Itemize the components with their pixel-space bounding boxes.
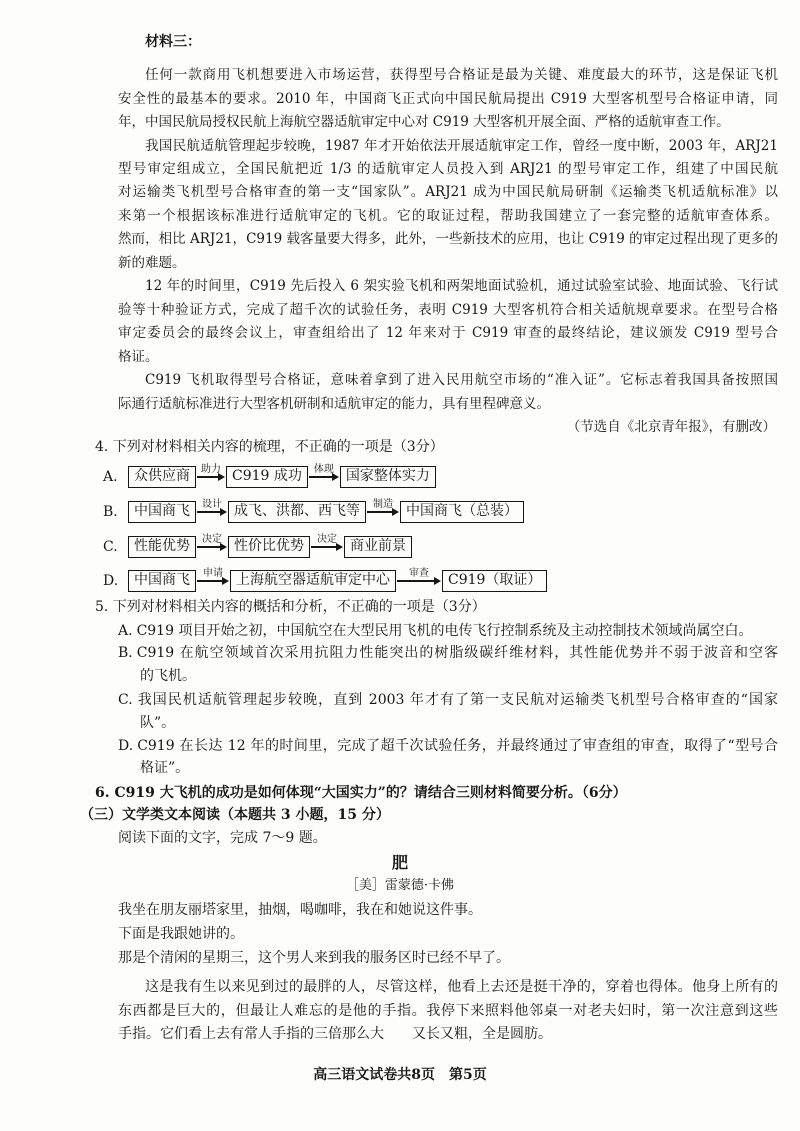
paragraph-line: 我国民航适航管理起步较晚，1987 年才开始依法开展适航审定工作，曾经一度中断，2003 年，ARJ21 <box>145 138 778 154</box>
flow-node: 商业前景 <box>344 536 412 558</box>
paragraph-line: C919 飞机取得型号合格证，意味着拿到了进入民用航空市场的“准入证”。它标志着我国具备按照国 <box>145 372 778 388</box>
paragraph-line: 验等十种验证方式，完成了超千次的试验任务，表明 C919 大型客机符合相关适航规章要求。在型号合格 <box>118 302 778 318</box>
q5-option-a-line <box>118 619 778 643</box>
option-label: D. <box>118 738 134 754</box>
q5-option-d-line <box>118 734 778 758</box>
paragraph-line: 审定委员会的最终会议上，审查组给出了 12 年来对于 C919 审查的最终结论，建议颁发 C919 型号合 <box>118 325 778 341</box>
story-line: 我坐在朋友丽塔家里，抽烟，喝咖啡，我在和她说这件事。 <box>118 902 482 918</box>
paragraph-line: 格证。 <box>118 349 159 365</box>
paragraph-line: 对运输类飞机型号合格审查的第一支“国家队”。ARJ21 成为中国民航局研制《运输类飞机适航标准》以 <box>118 184 778 200</box>
paragraph-line: 12 年的时间里，C919 先后投入 6 架实验飞机和两架地面试验机，通过试验室试验、地面试验、飞行试 <box>145 278 778 294</box>
flow-node: 中国商飞（总装） <box>400 501 524 523</box>
option-label: B. <box>118 645 133 661</box>
option-label: C. <box>103 539 118 555</box>
flow-arrow <box>366 499 400 518</box>
q5-option-b-line: 的飞机。 <box>140 668 196 684</box>
flow-node: 众供应商 <box>128 466 196 488</box>
flow-node: C919（取证） <box>442 570 547 592</box>
flow-node: 上海航空器适航审定中心 <box>230 570 396 592</box>
q5-option-d-line: 格证”。 <box>140 760 190 776</box>
section-heading: （三）文学类文本阅读（本题共 3 小题，15 分） <box>80 807 390 823</box>
option-text: C919 在长达 12 年的时间里，完成了超千次试验任务，并最终通过了审查组的审查，取得了“型号合 <box>137 738 778 754</box>
option-label: A. <box>118 623 133 639</box>
source-citation: （节选自《北京青年报》，有删改） <box>566 419 776 435</box>
flow-arrow <box>196 534 228 553</box>
flow-arrow <box>310 534 344 553</box>
option-label: C. <box>118 692 133 708</box>
option-text: 我国民机适航管理起步较晚，直到 2003 年才有了第一支民航对运输类飞机型号合格审查的“国家 <box>136 692 778 708</box>
q4-option-a <box>103 465 436 489</box>
story-line: 这是我有生以来见到过的最胖的人，尽管这样，他看上去还是挺干净的，穿着也得体。他身上所有的 <box>145 979 778 995</box>
story-author: ［美］雷蒙德·卡佛 <box>345 878 455 893</box>
flow-node: 国家整体实力 <box>340 466 436 488</box>
option-label: B. <box>103 504 118 520</box>
option-text: C919 项目开始之初，中国航空在大型民用飞机的电传飞行控制系统及主动控制技术领域尚属空白。 <box>136 623 753 639</box>
flow-arrow-label: 体现 <box>313 464 334 475</box>
flow-arrow-label: 申请 <box>203 568 223 579</box>
option-text: C919 在航空领域首次采用抗阻力性能突出的树脂级碳纤维材料，其性能优势并不弱于波音和空客 <box>136 645 778 661</box>
q5-option-c-line <box>118 688 778 712</box>
flow-node: 成飞、洪都、西飞等 <box>228 501 366 523</box>
page-footer: 高三语文试卷共8页 第5页 <box>313 1067 487 1083</box>
flow-node: 中国商飞 <box>128 570 196 592</box>
paragraph-line: 际通行适航标准进行大型客机研制和适航审定的能力，具有里程碑意义。 <box>118 396 550 412</box>
flow-arrow <box>396 568 442 587</box>
paragraph-line: 然而，相比 ARJ21，C919 载客量要大得多，此外，一些新技术的应用，也让 C919 的审定过程出现了更多的 <box>118 231 778 247</box>
story-line: 东西都是巨大的，但最让人难忘的是他的手指。我停下来照料他邻桌一对老夫妇时，第一次注意到这些 <box>118 1003 778 1019</box>
paragraph-line: 安全性的最基本的要求。2010 年，中国商飞正式向中国民航局提出 C919 大型客机型号合格证申请，同 <box>118 91 778 107</box>
q4-option-c <box>103 535 412 559</box>
section-instruction: 阅读下面的文字，完成 7～9 题。 <box>118 830 327 846</box>
flow-arrow <box>308 464 340 483</box>
question-6-stem: 6. C919 大飞机的成功是如何体现“大国实力”的？请结合三则材料简要分析。（6分） <box>95 785 627 801</box>
flow-arrow <box>196 499 228 518</box>
paragraph-line: 新的难题。 <box>118 255 186 271</box>
flow-node: 性价比优势 <box>228 536 310 558</box>
paragraph-line: 年，中国民航局授权民航上海航空器适航审定中心对 C919 大型客机开展全面、严格的适航审查工作。 <box>118 114 730 130</box>
q4-option-b <box>103 500 524 524</box>
paragraph-line: 来第一个根据该标准进行适航审定的飞机。它的取证过程，帮助我国建立了一套完整的适航审查体系。 <box>118 208 778 224</box>
question-4-stem: 4. 下列对材料相关内容的梳理，不正确的一项是（3分） <box>95 439 444 455</box>
story-line: 下面是我跟她讲的。 <box>118 926 244 942</box>
question-5-stem: 5. 下列对材料相关内容的概括和分析，不正确的一项是（3分） <box>95 599 486 615</box>
flow-node: 中国商飞 <box>128 501 196 523</box>
flow-node: C919 成功 <box>226 466 308 488</box>
flow-arrow-label: 助力 <box>201 464 221 475</box>
flow-arrow-label: 设计 <box>202 499 222 510</box>
q4-option-d <box>103 569 547 593</box>
flow-arrow-label: 决定 <box>202 534 222 545</box>
story-title: 肥 <box>391 853 408 872</box>
option-label: D. <box>103 573 119 589</box>
flow-arrow-label: 制造 <box>373 499 393 510</box>
material-heading: 材料三： <box>145 34 201 50</box>
flow-arrow <box>196 568 230 587</box>
flow-arrow-label: 审查 <box>409 568 429 579</box>
flow-node: 性能优势 <box>128 536 196 558</box>
flow-arrow <box>196 464 226 483</box>
paragraph-line: 型号审定组成立，全国民航把近 1/3 的适航审定人员投入到 ARJ21 的型号审定工作，组建了中国民航 <box>118 161 778 177</box>
story-line: 手指。它们看上去有常人手指的三倍那么大 又长又粗，全是圆肪。 <box>118 1026 552 1042</box>
q5-option-b-line <box>118 641 778 665</box>
flow-arrow-label: 决定 <box>317 534 337 545</box>
option-label: A. <box>103 469 118 485</box>
story-line: 那是个清闲的星期三，这个男人来到我的服务区时已经不早了。 <box>118 950 510 966</box>
paragraph-line: 任何一款商用飞机想要进入市场运营，获得型号合格证是最为关键、难度最大的环节，这是保证飞机 <box>145 67 778 83</box>
q5-option-c-line: 队”。 <box>140 715 176 731</box>
